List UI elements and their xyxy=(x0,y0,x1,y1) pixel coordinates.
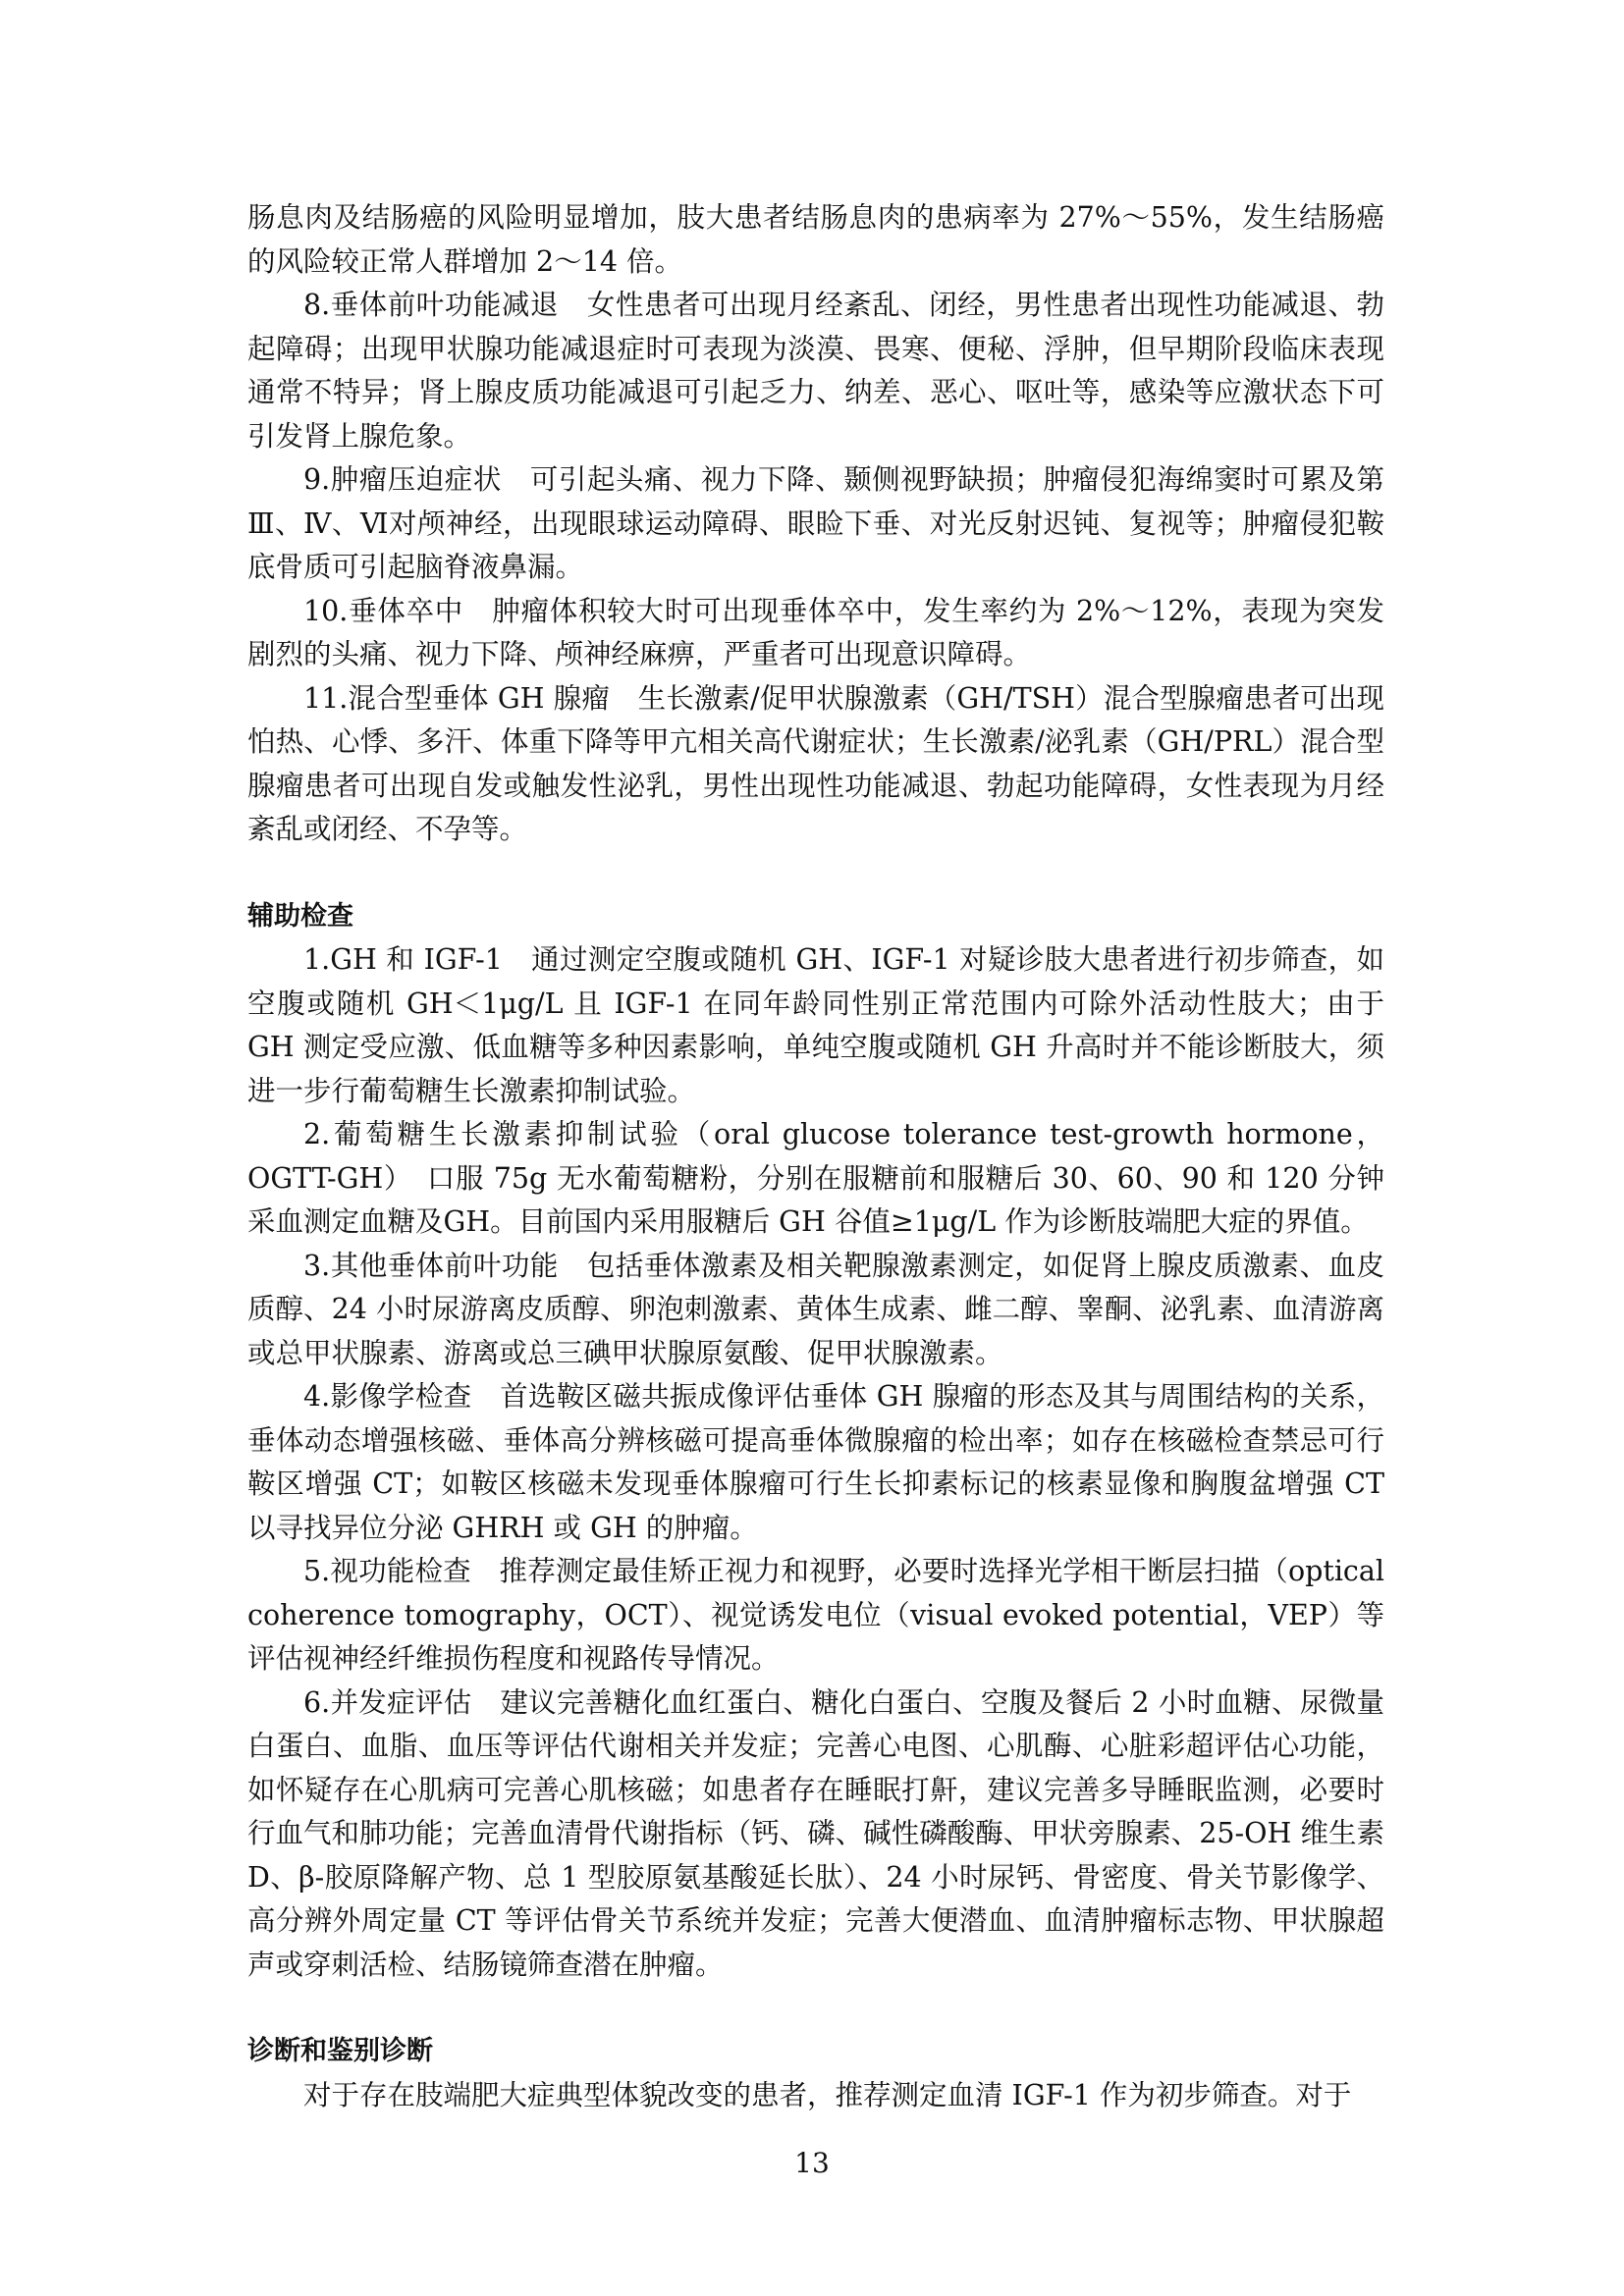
paragraph: 对于存在肢端肥大症典型体貌改变的患者，推荐测定血清 IGF-1 作为初步筛查。对于 xyxy=(303,2078,1352,2111)
paragraph: 5.视功能检查 推荐测定最佳矫正视力和视野，必要时选择光学相干断层扫描（optical coherence tomography，OCT）、视觉诱发电位（visual evoked potential，VEP）等评估视神经纤维损伤程度和视路传导情况。 xyxy=(247,1555,1384,1675)
paragraph: 6.并发症评估 建议完善糖化血红蛋白、糖化白蛋白、空腹及餐后 2 小时血糖、尿微量白蛋白、血脂、血压等评估代谢相关并发症；完善心电图、心肌酶、心脏彩超评估心功能，如怀疑存在心肌病可完善心肌核磁；如患者存在睡眠打鼾，建议完善多导睡眠监测，必要时行血气和肺功能；完善血清骨代谢指标（钙、磷、碱性磷酸酶、甲状旁腺素、25-OH 维生素 D、β-胶原降解产物、总 1 型胶原氨基酸延长肽）、24 小时尿钙、骨密度、骨关节影像学、高分辨外周定量 CT 等评估骨关节系统并发症；完善大便潜血、血清肿瘤标志物、甲状腺超声或穿刺活检、结肠镜筛查潜在肿瘤。 xyxy=(247,1685,1384,1981)
section-heading-diagnosis: 诊断和鉴别诊断 xyxy=(247,2036,433,2066)
paragraph: 1.GH 和 IGF-1 通过测定空腹或随机 GH、IGF-1 对疑诊肢大患者进行初步筛查，如空腹或随机 GH＜1μg/L 且 IGF-1 在同年龄同性别正常范围内可除外活动性肢大；由于 GH 测定受应激、低血糖等多种因素影响，单纯空腹或随机 GH 升高时并不能诊断肢大，须进一步行葡萄糖生长激素抑制试验。 xyxy=(247,943,1385,1107)
section-gap xyxy=(247,852,1384,895)
paragraph: 2.葡萄糖生长激素抑制试验（oral glucose tolerance test-growth hormone，OGTT-GH） 口服 75g 无水葡萄糖粉，分别在服糖前和服糖后 30、60、90 和 120 分钟采血测定血糖及GH。目前国内采用服糖后 GH 谷值≥1μg/L 作为诊断肢端肥大症的界值。 xyxy=(247,1118,1384,1238)
paragraph: 4.影像学检查 首选鞍区磁共振成像评估垂体 GH 腺瘤的形态及其与周围结构的关系，垂体动态增强核磁、垂体高分辨核磁可提高垂体微腺瘤的检出率；如存在核磁检查禁忌可行鞍区增强 CT；如鞍区核磁未发现垂体腺瘤可行生长抑素标记的核素显像和胸腹盆增强 CT 以寻找异位分泌 GHRH 或 GH 的肿瘤。 xyxy=(247,1380,1384,1544)
paragraph: 9.肿瘤压迫症状 可引起头痛、视力下降、颞侧视野缺损；肿瘤侵犯海绵窦时可累及第Ⅲ、Ⅳ、Ⅵ对颅神经，出现眼球运动障碍、眼睑下垂、对光反射迟钝、复视等；肿瘤侵犯鞍底骨质可引起脑脊液鼻漏。 xyxy=(247,463,1384,583)
section-gap xyxy=(247,1987,1384,2030)
paragraph: 10.垂体卒中 肿瘤体积较大时可出现垂体卒中，发生率约为 2%～12%，表现为突发剧烈的头痛、视力下降、颅神经麻痹，严重者可出现意识障碍。 xyxy=(247,594,1384,670)
paragraph: 肠息肉及结肠癌的风险明显增加，肢大患者结肠息肉的患病率为 27%～55%，发生结肠癌的风险较正常人群增加 2～14 倍。 xyxy=(247,201,1384,278)
page-number: 13 xyxy=(794,2147,830,2179)
paragraph: 3.其他垂体前叶功能 包括垂体激素及相关靶腺激素测定，如促肾上腺皮质激素、血皮质醇、24 小时尿游离皮质醇、卵泡刺激素、黄体生成素、雌二醇、睾酮、泌乳素、血清游离或总甲状腺素、游离或总三碘甲状腺原氨酸、促甲状腺激素。 xyxy=(247,1249,1384,1369)
document-body xyxy=(247,196,1384,2117)
section-heading-aux: 辅助检查 xyxy=(247,900,353,932)
paragraph: 11.混合型垂体 GH 腺瘤 生长激素/促甲状腺激素（GH/TSH）混合型腺瘤患者可出现怕热、心悸、多汗、体重下降等甲亢相关高代谢症状；生长激素/泌乳素（GH/PRL）混合型腺瘤患者可出现自发或触发性泌乳，男性出现性功能减退、勃起功能障碍，女性表现为月经紊乱或闭经、不孕等。 xyxy=(247,681,1384,845)
paragraph: 8.垂体前叶功能减退 女性患者可出现月经紊乱、闭经，男性患者出现性功能减退、勃起障碍；出现甲状腺功能减退症时可表现为淡漠、畏寒、便秘、浮肿，但早期阶段临床表现通常不特异；肾上腺皮质功能减退可引起乏力、纳差、恶心、呕吐等，感染等应激状态下可引发肾上腺危象。 xyxy=(247,289,1384,453)
